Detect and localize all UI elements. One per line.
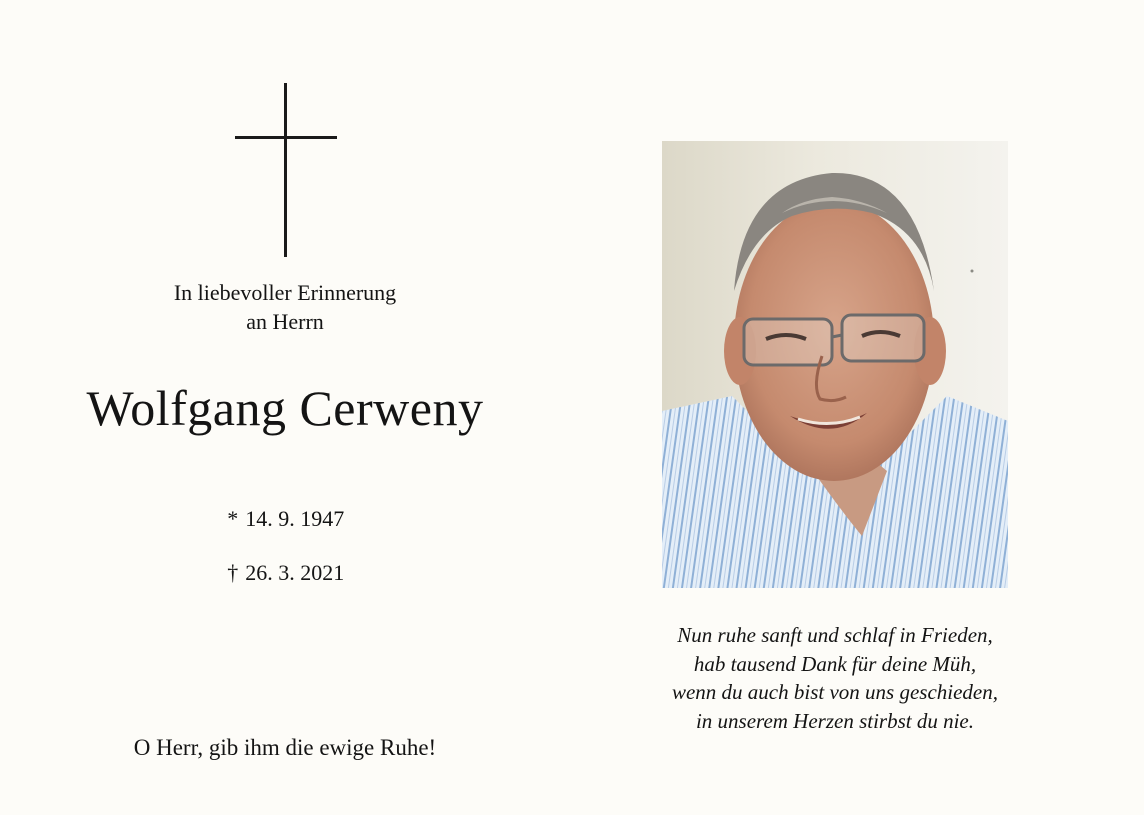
birth-date-row [180,504,390,558]
death-dagger-icon: † [227,560,239,585]
intro-line-1: In liebevoller Erinnerung [173,280,397,305]
poem-line: hab tausend Dank für deine Müh, [693,651,977,676]
death-date: 26. 3. 2021 [245,560,345,585]
poem-line: in unserem Herzen stirbst du nie. [695,708,975,733]
portrait-photo [662,141,1008,588]
birth-date: 14. 9. 1947 [245,506,345,531]
birth-star-icon: * [227,506,239,531]
prayer-text: O Herr, gib ihm die ewige Ruhe! [133,735,437,760]
cross-icon [235,83,337,257]
intro-text [110,278,460,336]
intro-line-2: an Herrn [246,309,324,334]
deceased-name: Wolfgang Cerweny [86,380,484,436]
poem-line: wenn du auch bist von uns geschieden, [671,680,999,704]
life-dates [180,504,390,612]
memorial-poem [600,621,1070,735]
death-date-row [180,558,390,612]
poem-line: Nun ruhe sanft und schlaf in Frieden, [677,623,993,647]
